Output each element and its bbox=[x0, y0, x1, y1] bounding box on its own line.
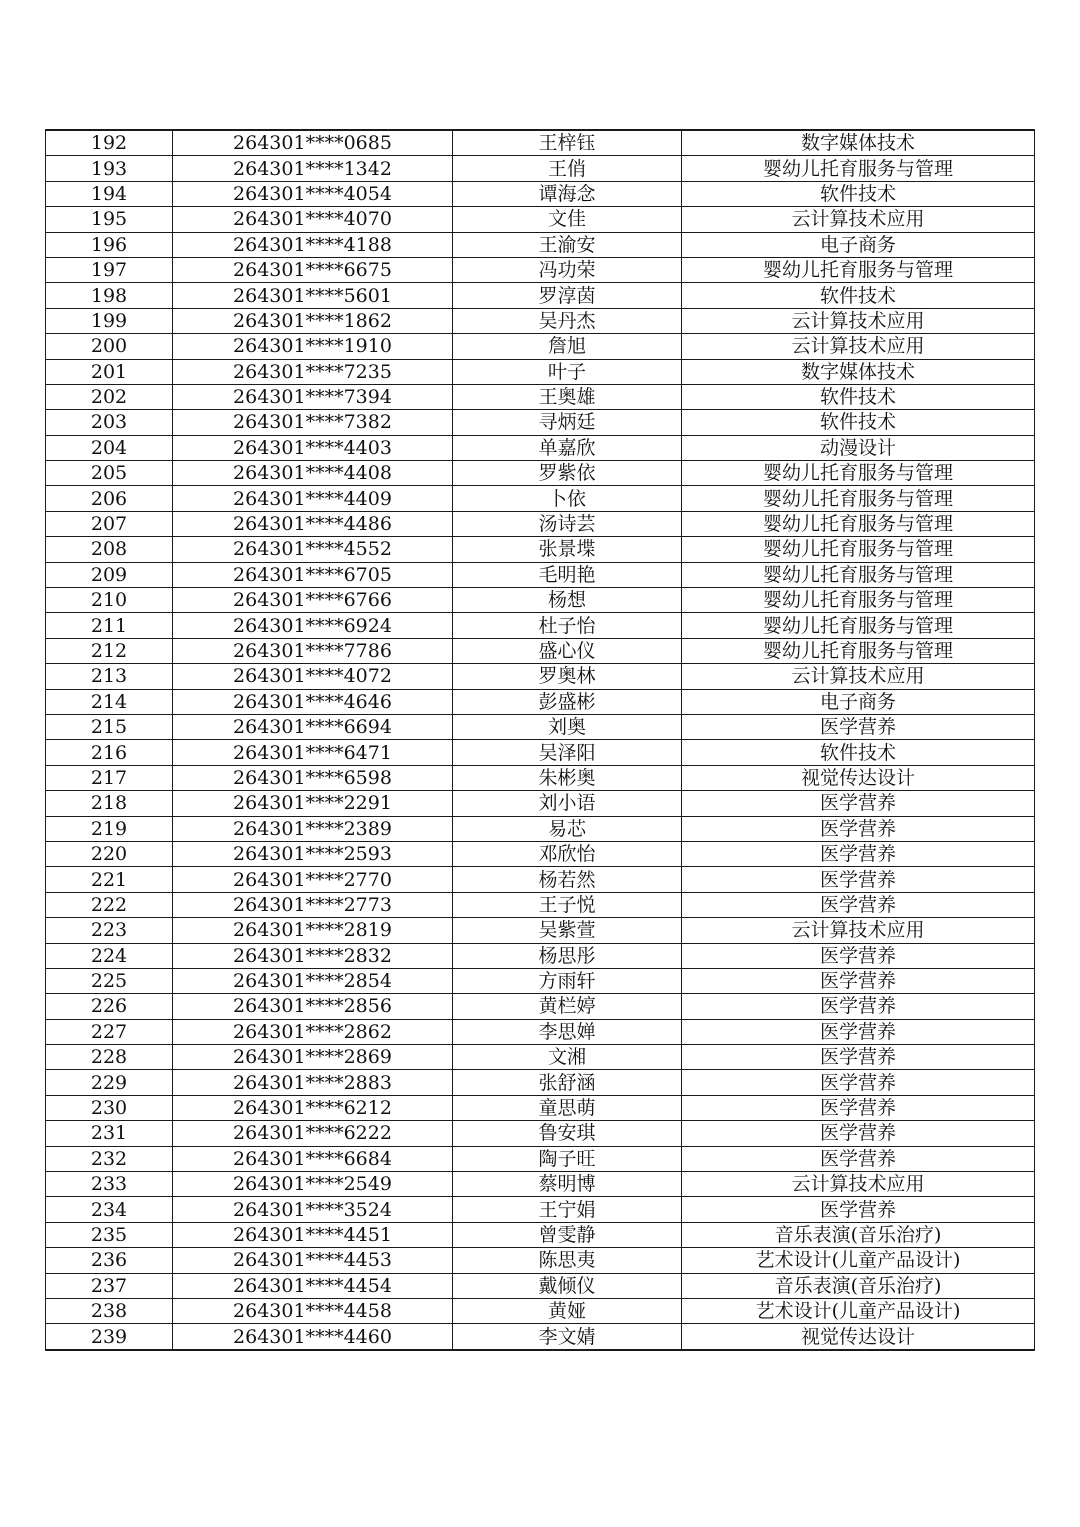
cell-index: 199 bbox=[46, 308, 173, 333]
cell-index: 218 bbox=[46, 791, 173, 816]
cell-student-name: 刘奥 bbox=[453, 714, 682, 739]
table-row bbox=[46, 1197, 1035, 1222]
cell-student-name: 王子悦 bbox=[453, 892, 682, 917]
cell-student-id: 264301****2854 bbox=[173, 968, 453, 993]
cell-index: 197 bbox=[46, 257, 173, 282]
cell-student-name: 冯功荣 bbox=[453, 257, 682, 282]
cell-major: 婴幼儿托育服务与管理 bbox=[682, 588, 1035, 613]
cell-index: 192 bbox=[46, 130, 173, 156]
cell-student-name: 杨若然 bbox=[453, 867, 682, 892]
cell-student-id: 264301****1342 bbox=[173, 156, 453, 181]
cell-major: 艺术设计(儿童产品设计) bbox=[682, 1248, 1035, 1273]
cell-major: 医学营养 bbox=[682, 1095, 1035, 1120]
table-row bbox=[46, 410, 1035, 435]
cell-student-name: 罗淳茵 bbox=[453, 283, 682, 308]
table-row bbox=[46, 867, 1035, 892]
cell-major: 动漫设计 bbox=[682, 435, 1035, 460]
cell-student-name: 吴丹杰 bbox=[453, 308, 682, 333]
table-row bbox=[46, 714, 1035, 739]
table-row bbox=[46, 384, 1035, 409]
cell-index: 196 bbox=[46, 232, 173, 257]
cell-major: 软件技术 bbox=[682, 740, 1035, 765]
cell-student-id: 264301****6694 bbox=[173, 714, 453, 739]
cell-index: 236 bbox=[46, 1248, 173, 1273]
cell-student-name: 童思萌 bbox=[453, 1095, 682, 1120]
cell-student-id: 264301****2883 bbox=[173, 1070, 453, 1095]
cell-index: 221 bbox=[46, 867, 173, 892]
cell-major: 医学营养 bbox=[682, 892, 1035, 917]
table-row bbox=[46, 562, 1035, 587]
cell-student-id: 264301****4453 bbox=[173, 1248, 453, 1273]
cell-student-name: 王渝安 bbox=[453, 232, 682, 257]
table-row bbox=[46, 511, 1035, 536]
cell-major: 艺术设计(儿童产品设计) bbox=[682, 1298, 1035, 1323]
cell-major: 医学营养 bbox=[682, 841, 1035, 866]
cell-major: 云计算技术应用 bbox=[682, 334, 1035, 359]
cell-index: 235 bbox=[46, 1222, 173, 1247]
cell-student-name: 寻炳廷 bbox=[453, 410, 682, 435]
table-row bbox=[46, 1019, 1035, 1044]
cell-student-id: 264301****2773 bbox=[173, 892, 453, 917]
table-row bbox=[46, 232, 1035, 257]
cell-student-name: 盛心仪 bbox=[453, 638, 682, 663]
cell-student-name: 李文婧 bbox=[453, 1324, 682, 1350]
table-row bbox=[46, 537, 1035, 562]
cell-student-id: 264301****2291 bbox=[173, 791, 453, 816]
table-row bbox=[46, 740, 1035, 765]
table-row bbox=[46, 130, 1035, 156]
cell-index: 222 bbox=[46, 892, 173, 917]
table-row bbox=[46, 181, 1035, 206]
cell-major: 云计算技术应用 bbox=[682, 1172, 1035, 1197]
table-row bbox=[46, 1222, 1035, 1247]
cell-student-id: 264301****4458 bbox=[173, 1298, 453, 1323]
cell-major: 医学营养 bbox=[682, 968, 1035, 993]
cell-index: 213 bbox=[46, 664, 173, 689]
cell-major: 医学营养 bbox=[682, 867, 1035, 892]
cell-major: 医学营养 bbox=[682, 1019, 1035, 1044]
cell-index: 239 bbox=[46, 1324, 173, 1350]
cell-index: 211 bbox=[46, 613, 173, 638]
cell-student-name: 张景堞 bbox=[453, 537, 682, 562]
cell-major: 医学营养 bbox=[682, 714, 1035, 739]
cell-student-id: 264301****6471 bbox=[173, 740, 453, 765]
cell-index: 225 bbox=[46, 968, 173, 993]
cell-major: 医学营养 bbox=[682, 1197, 1035, 1222]
cell-major: 婴幼儿托育服务与管理 bbox=[682, 638, 1035, 663]
cell-student-id: 264301****4070 bbox=[173, 207, 453, 232]
table-row bbox=[46, 308, 1035, 333]
cell-student-name: 彭盛彬 bbox=[453, 689, 682, 714]
cell-student-id: 264301****6705 bbox=[173, 562, 453, 587]
table-row bbox=[46, 613, 1035, 638]
cell-student-id: 264301****2856 bbox=[173, 994, 453, 1019]
cell-student-name: 汤诗芸 bbox=[453, 511, 682, 536]
cell-student-id: 264301****4646 bbox=[173, 689, 453, 714]
cell-student-name: 鲁安琪 bbox=[453, 1121, 682, 1146]
cell-student-name: 毛明艳 bbox=[453, 562, 682, 587]
cell-index: 214 bbox=[46, 689, 173, 714]
cell-student-id: 264301****6675 bbox=[173, 257, 453, 282]
cell-student-name: 杨想 bbox=[453, 588, 682, 613]
table-row bbox=[46, 1248, 1035, 1273]
table-row bbox=[46, 892, 1035, 917]
table-row bbox=[46, 486, 1035, 511]
cell-student-id: 264301****2819 bbox=[173, 918, 453, 943]
cell-major: 数字媒体技术 bbox=[682, 130, 1035, 156]
roster-table-body bbox=[46, 130, 1035, 1350]
table-row bbox=[46, 968, 1035, 993]
cell-major: 婴幼儿托育服务与管理 bbox=[682, 562, 1035, 587]
cell-major: 医学营养 bbox=[682, 943, 1035, 968]
cell-student-id: 264301****2862 bbox=[173, 1019, 453, 1044]
cell-student-id: 264301****7382 bbox=[173, 410, 453, 435]
table-row bbox=[46, 664, 1035, 689]
cell-student-name: 戴倾仪 bbox=[453, 1273, 682, 1298]
table-row bbox=[46, 791, 1035, 816]
cell-major: 电子商务 bbox=[682, 232, 1035, 257]
table-row bbox=[46, 994, 1035, 1019]
cell-student-name: 张舒涵 bbox=[453, 1070, 682, 1095]
cell-student-id: 264301****6924 bbox=[173, 613, 453, 638]
cell-student-name: 易芯 bbox=[453, 816, 682, 841]
cell-major: 电子商务 bbox=[682, 689, 1035, 714]
cell-major: 音乐表演(音乐治疗) bbox=[682, 1273, 1035, 1298]
cell-index: 219 bbox=[46, 816, 173, 841]
cell-student-name: 王俏 bbox=[453, 156, 682, 181]
cell-major: 婴幼儿托育服务与管理 bbox=[682, 511, 1035, 536]
cell-index: 207 bbox=[46, 511, 173, 536]
cell-student-id: 264301****4054 bbox=[173, 181, 453, 206]
cell-student-name: 叶子 bbox=[453, 359, 682, 384]
cell-student-id: 264301****2549 bbox=[173, 1172, 453, 1197]
cell-index: 223 bbox=[46, 918, 173, 943]
cell-student-name: 吴泽阳 bbox=[453, 740, 682, 765]
cell-major: 婴幼儿托育服务与管理 bbox=[682, 156, 1035, 181]
cell-index: 228 bbox=[46, 1045, 173, 1070]
cell-student-id: 264301****4460 bbox=[173, 1324, 453, 1350]
table-row bbox=[46, 943, 1035, 968]
cell-student-id: 264301****2832 bbox=[173, 943, 453, 968]
table-row bbox=[46, 816, 1035, 841]
cell-student-id: 264301****4454 bbox=[173, 1273, 453, 1298]
cell-student-name: 邓欣怡 bbox=[453, 841, 682, 866]
table-row bbox=[46, 1273, 1035, 1298]
cell-student-name: 文佳 bbox=[453, 207, 682, 232]
cell-student-id: 264301****4451 bbox=[173, 1222, 453, 1247]
cell-major: 医学营养 bbox=[682, 1045, 1035, 1070]
cell-student-id: 264301****6222 bbox=[173, 1121, 453, 1146]
cell-student-name: 罗奥林 bbox=[453, 664, 682, 689]
cell-student-id: 264301****7235 bbox=[173, 359, 453, 384]
cell-index: 209 bbox=[46, 562, 173, 587]
cell-index: 237 bbox=[46, 1273, 173, 1298]
cell-major: 软件技术 bbox=[682, 410, 1035, 435]
cell-major: 云计算技术应用 bbox=[682, 918, 1035, 943]
cell-index: 212 bbox=[46, 638, 173, 663]
cell-major: 云计算技术应用 bbox=[682, 308, 1035, 333]
table-row bbox=[46, 1298, 1035, 1323]
cell-student-name: 谭海念 bbox=[453, 181, 682, 206]
cell-student-id: 264301****5601 bbox=[173, 283, 453, 308]
cell-student-id: 264301****7786 bbox=[173, 638, 453, 663]
table-row bbox=[46, 156, 1035, 181]
cell-index: 231 bbox=[46, 1121, 173, 1146]
cell-index: 229 bbox=[46, 1070, 173, 1095]
cell-student-name: 王梓钰 bbox=[453, 130, 682, 156]
table-row bbox=[46, 918, 1035, 943]
cell-student-id: 264301****2389 bbox=[173, 816, 453, 841]
cell-student-id: 264301****4409 bbox=[173, 486, 453, 511]
cell-major: 医学营养 bbox=[682, 1146, 1035, 1171]
cell-index: 215 bbox=[46, 714, 173, 739]
cell-major: 数字媒体技术 bbox=[682, 359, 1035, 384]
cell-index: 220 bbox=[46, 841, 173, 866]
table-row bbox=[46, 689, 1035, 714]
table-row bbox=[46, 765, 1035, 790]
cell-index: 206 bbox=[46, 486, 173, 511]
cell-student-name: 杜子怡 bbox=[453, 613, 682, 638]
cell-index: 226 bbox=[46, 994, 173, 1019]
cell-major: 云计算技术应用 bbox=[682, 664, 1035, 689]
cell-index: 210 bbox=[46, 588, 173, 613]
cell-major: 婴幼儿托育服务与管理 bbox=[682, 613, 1035, 638]
cell-index: 198 bbox=[46, 283, 173, 308]
cell-index: 234 bbox=[46, 1197, 173, 1222]
cell-student-id: 264301****2593 bbox=[173, 841, 453, 866]
cell-major: 婴幼儿托育服务与管理 bbox=[682, 257, 1035, 282]
cell-index: 193 bbox=[46, 156, 173, 181]
cell-student-id: 264301****1862 bbox=[173, 308, 453, 333]
cell-index: 232 bbox=[46, 1146, 173, 1171]
cell-student-id: 264301****6766 bbox=[173, 588, 453, 613]
table-row bbox=[46, 841, 1035, 866]
cell-student-id: 264301****2770 bbox=[173, 867, 453, 892]
cell-major: 医学营养 bbox=[682, 1121, 1035, 1146]
table-row bbox=[46, 1095, 1035, 1120]
cell-student-name: 李思婵 bbox=[453, 1019, 682, 1044]
cell-student-name: 刘小语 bbox=[453, 791, 682, 816]
cell-major: 婴幼儿托育服务与管理 bbox=[682, 537, 1035, 562]
table-row bbox=[46, 257, 1035, 282]
cell-student-id: 264301****4552 bbox=[173, 537, 453, 562]
cell-student-name: 杨思彤 bbox=[453, 943, 682, 968]
table-row bbox=[46, 1070, 1035, 1095]
cell-student-id: 264301****4486 bbox=[173, 511, 453, 536]
table-row bbox=[46, 435, 1035, 460]
cell-index: 204 bbox=[46, 435, 173, 460]
cell-index: 202 bbox=[46, 384, 173, 409]
cell-major: 软件技术 bbox=[682, 384, 1035, 409]
table-row bbox=[46, 334, 1035, 359]
cell-student-id: 264301****6212 bbox=[173, 1095, 453, 1120]
cell-major: 医学营养 bbox=[682, 791, 1035, 816]
cell-major: 软件技术 bbox=[682, 181, 1035, 206]
table-row bbox=[46, 1172, 1035, 1197]
cell-student-id: 264301****4408 bbox=[173, 461, 453, 486]
cell-student-id: 264301****3524 bbox=[173, 1197, 453, 1222]
cell-student-name: 王奥雄 bbox=[453, 384, 682, 409]
cell-index: 227 bbox=[46, 1019, 173, 1044]
table-row bbox=[46, 1324, 1035, 1350]
cell-student-name: 方雨轩 bbox=[453, 968, 682, 993]
cell-index: 200 bbox=[46, 334, 173, 359]
table-row bbox=[46, 638, 1035, 663]
table-row bbox=[46, 588, 1035, 613]
cell-major: 医学营养 bbox=[682, 994, 1035, 1019]
cell-student-name: 黄娅 bbox=[453, 1298, 682, 1323]
cell-major: 医学营养 bbox=[682, 1070, 1035, 1095]
cell-major: 视觉传达设计 bbox=[682, 1324, 1035, 1350]
cell-index: 205 bbox=[46, 461, 173, 486]
cell-student-name: 文湘 bbox=[453, 1045, 682, 1070]
cell-student-name: 陶子旺 bbox=[453, 1146, 682, 1171]
cell-index: 216 bbox=[46, 740, 173, 765]
cell-student-name: 蔡明博 bbox=[453, 1172, 682, 1197]
cell-student-id: 264301****6684 bbox=[173, 1146, 453, 1171]
cell-student-name: 罗紫依 bbox=[453, 461, 682, 486]
cell-student-id: 264301****1910 bbox=[173, 334, 453, 359]
cell-student-name: 曾雯静 bbox=[453, 1222, 682, 1247]
cell-major: 医学营养 bbox=[682, 816, 1035, 841]
cell-student-id: 264301****4072 bbox=[173, 664, 453, 689]
cell-major: 软件技术 bbox=[682, 283, 1035, 308]
cell-student-name: 詹旭 bbox=[453, 334, 682, 359]
table-row bbox=[46, 1121, 1035, 1146]
cell-student-name: 卜依 bbox=[453, 486, 682, 511]
cell-student-id: 264301****6598 bbox=[173, 765, 453, 790]
cell-student-name: 王宁娟 bbox=[453, 1197, 682, 1222]
cell-student-name: 单嘉欣 bbox=[453, 435, 682, 460]
table-row bbox=[46, 359, 1035, 384]
cell-student-id: 264301****4403 bbox=[173, 435, 453, 460]
cell-student-name: 朱彬奥 bbox=[453, 765, 682, 790]
roster-table bbox=[45, 129, 1035, 1351]
cell-index: 233 bbox=[46, 1172, 173, 1197]
cell-student-id: 264301****0685 bbox=[173, 130, 453, 156]
cell-major: 视觉传达设计 bbox=[682, 765, 1035, 790]
cell-index: 203 bbox=[46, 410, 173, 435]
table-row bbox=[46, 461, 1035, 486]
cell-index: 208 bbox=[46, 537, 173, 562]
cell-index: 201 bbox=[46, 359, 173, 384]
cell-major: 婴幼儿托育服务与管理 bbox=[682, 461, 1035, 486]
cell-major: 音乐表演(音乐治疗) bbox=[682, 1222, 1035, 1247]
cell-student-id: 264301****2869 bbox=[173, 1045, 453, 1070]
cell-student-id: 264301****4188 bbox=[173, 232, 453, 257]
cell-major: 婴幼儿托育服务与管理 bbox=[682, 486, 1035, 511]
cell-index: 195 bbox=[46, 207, 173, 232]
table-row bbox=[46, 207, 1035, 232]
cell-index: 217 bbox=[46, 765, 173, 790]
cell-student-name: 吴紫萱 bbox=[453, 918, 682, 943]
cell-index: 230 bbox=[46, 1095, 173, 1120]
cell-student-name: 黄栏婷 bbox=[453, 994, 682, 1019]
cell-major: 云计算技术应用 bbox=[682, 207, 1035, 232]
table-row bbox=[46, 1045, 1035, 1070]
cell-index: 238 bbox=[46, 1298, 173, 1323]
table-row bbox=[46, 283, 1035, 308]
cell-index: 224 bbox=[46, 943, 173, 968]
cell-student-name: 陈思夷 bbox=[453, 1248, 682, 1273]
table-row bbox=[46, 1146, 1035, 1171]
cell-student-id: 264301****7394 bbox=[173, 384, 453, 409]
cell-index: 194 bbox=[46, 181, 173, 206]
